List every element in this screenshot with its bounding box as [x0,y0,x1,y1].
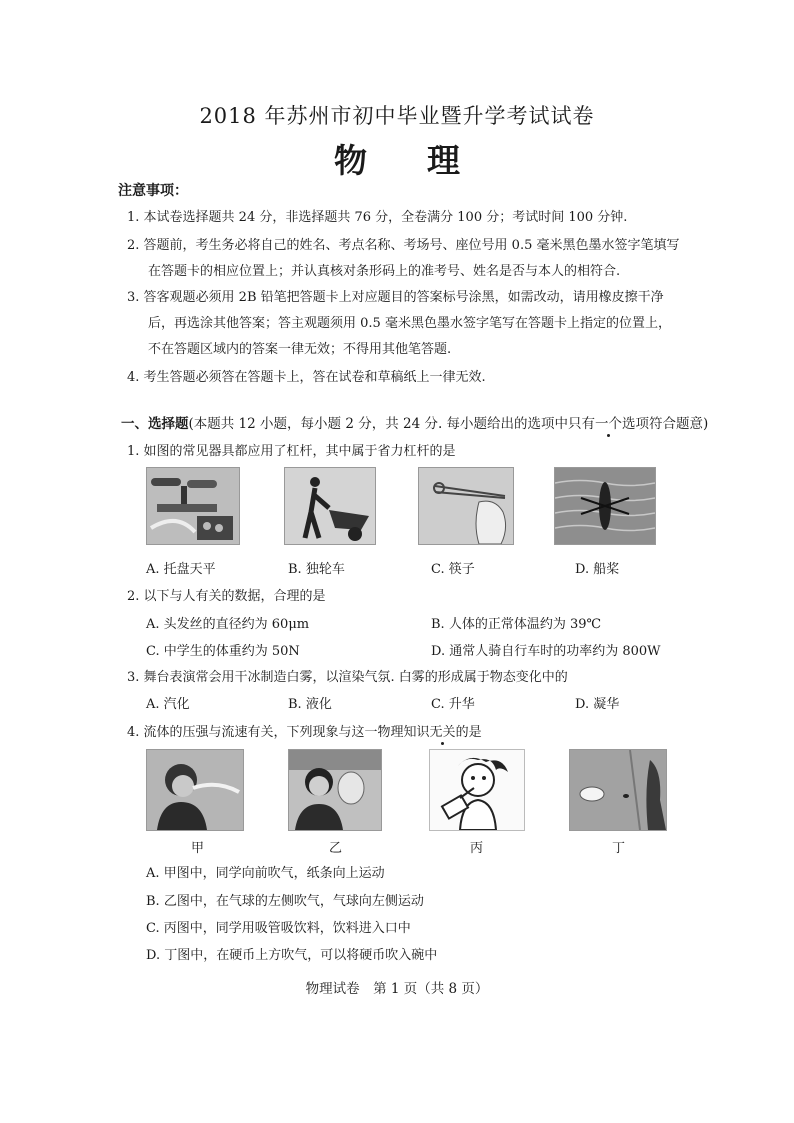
note-line: 2. 答题前，考生务必将自己的姓名、考点名称、考场号、座位号用 0.5 毫米黑色墨水签字笔填写 [127,238,680,253]
q3-option-d: D. 凝华 [575,697,620,712]
q1-option-c: C. 筷子 [431,562,475,577]
section-header [121,412,708,432]
note-line: 4. 考生答题必须答在答题卡上，答在试卷和草稿纸上一律无效. [127,370,486,385]
note-line: 不在答题区域内的答案一律无效；不得用其他笔答题. [148,342,452,357]
section-desc-end: 选项符合题意) [622,416,709,432]
chopsticks-image [418,467,514,545]
blowing-paper-illustration [147,750,243,830]
subject-title: 物理 [334,141,520,180]
question-3-stem: 3. 舞台表演常会用干冰制造白雾，以渲染气氛. 白雾的形成属于物态变化中的 [127,670,568,685]
q4-caption-ding: 丁 [612,841,626,856]
section-label: 一、选择题 [121,416,189,432]
q3-option-c: C. 升华 [431,697,475,712]
q3-option-b: B. 液化 [288,697,332,712]
yi-image [288,749,382,831]
note-line: 3. 答客观题必须用 2B 铅笔把答题卡上对应题目的答案标号涂黑，如需改动，请用橡皮擦干净 [127,290,664,305]
note-line: 在答题卡的相应位置上；并认真核对条形码上的准考号、姓名是否与本人的相符合. [148,264,621,279]
note-line: 后，再选涂其他答案；答主观题须用 0.5 毫米黑色墨水签字笔写在答题卡上指定的位置上， [148,316,671,331]
q3-option-a: A. 汽化 [146,697,190,712]
q2-option-b: B. 人体的正常体温约为 39℃ [431,617,602,632]
q2-option-a: A. 头发丝的直径约为 60μm [146,617,310,632]
q4-option-c: C. 丙图中，同学用吸管吸饮料，饮料进入口中 [146,921,411,936]
notes-heading: 注意事项： [118,183,188,199]
jia-image [146,749,244,831]
q1-option-b: B. 独轮车 [288,562,345,577]
q1-option-d: D. 船桨 [575,562,620,577]
wheelbarrow-image [284,467,376,545]
question-2-stem: 2. 以下与人有关的数据，合理的是 [127,589,326,604]
q4-option-b: B. 乙图中，在气球的左侧吹气，气球向左侧运动 [146,894,424,909]
q4-option-d: D. 丁图中，在硬币上方吹气，可以将硬币吹入碗中 [146,948,438,963]
q2-option-c: C. 中学生的体重约为 50N [146,644,300,659]
balloon-illustration [289,750,381,830]
rowing-illustration [555,468,655,544]
q4-caption-bing: 丙 [470,841,484,856]
balance-illustration [147,468,239,544]
ding-image [569,749,667,831]
q4-option-a: A. 甲图中，同学向前吹气，纸条向上运动 [146,866,385,881]
balance-image [146,467,240,545]
q4-stem-start: 4. 流体的压强与流速有关，下列现象与这一物理知识 [127,725,430,740]
question-1-stem: 1. 如图的常见器具都应用了杠杆，其中属于省力杠杆的是 [127,444,456,459]
coin-bowl-illustration [570,750,666,830]
section-dotted-word: 一个 [595,416,623,432]
question-4-stem [127,721,482,740]
exam-title: 2018 年苏州市初中毕业暨升学考试试卷 [199,104,595,128]
straw-drinking-illustration [430,750,524,830]
wheelbarrow-illustration [285,468,375,544]
section-desc: (本题共 12 小题，每小题 2 分，共 24 分. 每小题给出的选项中只有 [188,416,596,432]
oar-image [554,467,656,545]
q2-option-d: D. 通常人骑自行车时的功率约为 800W [431,644,661,659]
bing-image [429,749,525,831]
q4-caption-yi: 乙 [329,841,343,856]
page-footer: 物理试卷 第 1 页（共 8 页） [305,981,489,997]
chopsticks-illustration [419,468,513,544]
q4-stem-dotted: 无关 [429,725,456,740]
q4-caption-jia: 甲 [191,841,205,856]
q1-option-a: A. 托盘天平 [146,562,216,577]
note-line: 1. 本试卷选择题共 24 分，非选择题共 76 分，全卷满分 100 分；考试时间 100 分钟. [127,210,628,225]
q4-stem-end: 的是 [455,725,482,740]
